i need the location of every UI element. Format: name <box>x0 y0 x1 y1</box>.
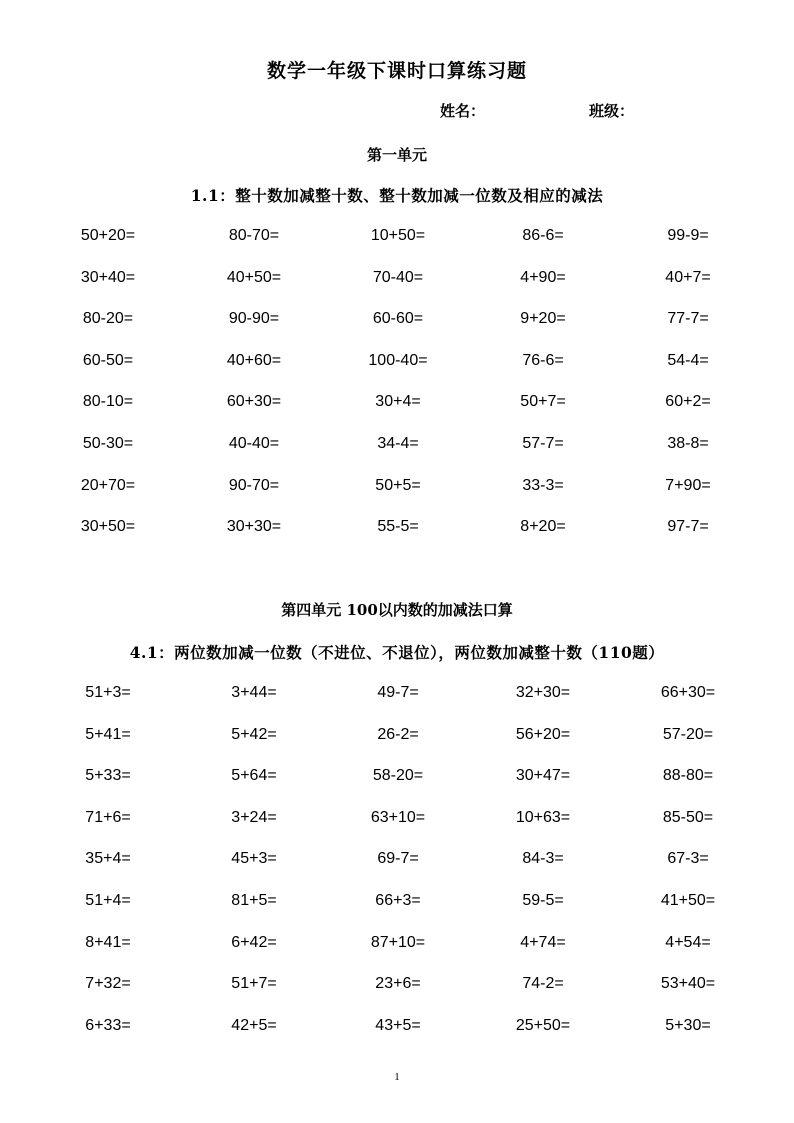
problem-cell: 33-3= <box>522 476 564 494</box>
problem-cell: 66+3= <box>375 891 421 909</box>
problem-row <box>0 850 794 892</box>
problem-cell: 60+30= <box>226 393 282 411</box>
problem-cell: 6+33= <box>85 1016 131 1034</box>
problem-cell: 40-40= <box>228 434 280 452</box>
section1-lesson-title: 1.1：整十数加减整十数、整十数加减一位数及相应的减法 <box>190 186 604 205</box>
problem-row <box>0 227 794 269</box>
student-class-label: 班级： <box>589 102 635 120</box>
problem-row <box>0 684 794 726</box>
page-title: 数学一年级下课时口算练习题 <box>266 60 527 82</box>
problem-row <box>0 393 794 435</box>
problem-row <box>0 477 794 519</box>
problem-cell: 59-5= <box>522 891 564 909</box>
problem-cell: 85-50= <box>662 808 714 826</box>
problem-cell: 10+50= <box>370 227 426 244</box>
problem-cell: 5+64= <box>231 767 277 785</box>
problem-cell: 86-6= <box>522 227 564 244</box>
problem-cell: 50-30= <box>82 434 134 452</box>
problem-cell: 43+5= <box>375 1016 421 1034</box>
problem-cell: 97-7= <box>667 518 709 536</box>
problem-cell: 35+4= <box>85 850 131 868</box>
problem-cell: 77-7= <box>667 310 709 328</box>
section2-unit-title: 第四单元 100以内数的加减法口算 <box>281 601 513 619</box>
problem-cell: 25+50= <box>515 1016 571 1034</box>
problem-cell: 80-20= <box>82 310 134 328</box>
problem-cell: 5+42= <box>231 725 277 743</box>
problem-cell: 4+54= <box>665 933 711 951</box>
problem-cell: 53+40= <box>660 975 716 993</box>
problem-cell: 90-70= <box>228 476 280 494</box>
problem-cell: 67-3= <box>667 850 709 868</box>
problem-cell: 34-4= <box>377 434 419 452</box>
problem-cell: 55-5= <box>377 518 419 536</box>
problem-cell: 5+41= <box>85 725 131 743</box>
problem-cell: 60-50= <box>82 351 134 369</box>
problem-cell: 26-2= <box>377 725 419 743</box>
problem-cell: 51+7= <box>231 975 277 993</box>
problem-cell: 69-7= <box>377 850 419 868</box>
problem-cell: 50+5= <box>375 476 421 494</box>
problem-cell: 32+30= <box>515 684 571 701</box>
problem-row <box>0 269 794 311</box>
student-name-label: 姓名： <box>440 102 486 120</box>
problem-cell: 5+33= <box>85 767 131 785</box>
problem-cell: 87+10= <box>370 933 426 951</box>
problem-cell: 60+2= <box>665 393 711 411</box>
problem-row <box>0 892 794 934</box>
problem-cell: 40+50= <box>226 268 282 286</box>
problem-row <box>0 310 794 352</box>
problem-cell: 57-7= <box>522 434 564 452</box>
problem-cell: 9+20= <box>520 310 566 328</box>
problem-row <box>0 726 794 768</box>
problem-cell: 10+63= <box>515 808 571 826</box>
problem-cell: 84-3= <box>522 850 564 868</box>
problem-row <box>0 809 794 851</box>
problem-cell: 42+5= <box>231 1016 277 1034</box>
problem-cell: 71+6= <box>85 808 131 826</box>
problem-cell: 30+50= <box>80 518 136 536</box>
problem-cell: 63+10= <box>370 808 426 826</box>
problem-cell: 41+50= <box>660 891 716 909</box>
problem-cell: 40+7= <box>665 268 711 286</box>
problem-cell: 74-2= <box>522 975 564 993</box>
problem-cell: 30+30= <box>226 518 282 536</box>
problem-cell: 38-8= <box>667 434 709 452</box>
problem-cell: 49-7= <box>377 684 419 701</box>
section1-unit-title: 第一单元 <box>366 146 427 164</box>
problem-cell: 45+3= <box>231 850 277 868</box>
problem-cell: 88-80= <box>662 767 714 785</box>
problem-cell: 7+32= <box>85 975 131 993</box>
problem-row <box>0 767 794 809</box>
problem-cell: 50+20= <box>80 227 136 244</box>
problem-row <box>0 352 794 394</box>
problem-cell: 20+70= <box>80 476 136 494</box>
problem-cell: 99-9= <box>667 227 709 244</box>
problem-row <box>0 1017 794 1059</box>
problem-cell: 30+40= <box>80 268 136 286</box>
problem-cell: 58-20= <box>372 767 424 785</box>
problem-row <box>0 435 794 477</box>
problem-cell: 3+24= <box>231 808 277 826</box>
problem-row <box>0 975 794 1017</box>
problem-cell: 8+41= <box>85 933 131 951</box>
problem-cell: 7+90= <box>665 476 711 494</box>
section1-problem-grid <box>0 227 794 560</box>
problem-cell: 4+74= <box>520 933 566 951</box>
problem-cell: 3+44= <box>231 684 277 701</box>
problem-cell: 8+20= <box>520 518 566 536</box>
problem-cell: 80-70= <box>228 227 280 244</box>
section2-lesson-title: 4.1：两位数加减一位数（不进位、不退位），两位数加减整十数（110题） <box>129 643 665 662</box>
problem-cell: 50+7= <box>520 393 566 411</box>
problem-cell: 60-60= <box>372 310 424 328</box>
problem-cell: 70-40= <box>372 268 424 286</box>
problem-cell: 6+42= <box>231 933 277 951</box>
problem-cell: 4+90= <box>520 268 566 286</box>
problem-cell: 76-6= <box>522 351 564 369</box>
problem-row <box>0 934 794 976</box>
problem-cell: 100-40= <box>368 351 428 369</box>
problem-cell: 30+47= <box>515 767 571 785</box>
problem-cell: 51+4= <box>85 891 131 909</box>
problem-cell: 81+5= <box>231 891 277 909</box>
problem-cell: 80-10= <box>82 393 134 411</box>
problem-cell: 57-20= <box>662 725 714 743</box>
problem-cell: 90-90= <box>228 310 280 328</box>
page-number: 1 <box>394 1071 400 1083</box>
problem-row <box>0 518 794 560</box>
problem-cell: 51+3= <box>85 684 131 701</box>
problem-cell: 66+30= <box>660 684 716 701</box>
section2-problem-grid <box>0 684 794 1058</box>
problem-cell: 23+6= <box>375 975 421 993</box>
problem-cell: 54-4= <box>667 351 709 369</box>
problem-cell: 5+30= <box>665 1016 711 1034</box>
problem-cell: 40+60= <box>226 351 282 369</box>
problem-cell: 56+20= <box>515 725 571 743</box>
problem-cell: 30+4= <box>375 393 421 411</box>
